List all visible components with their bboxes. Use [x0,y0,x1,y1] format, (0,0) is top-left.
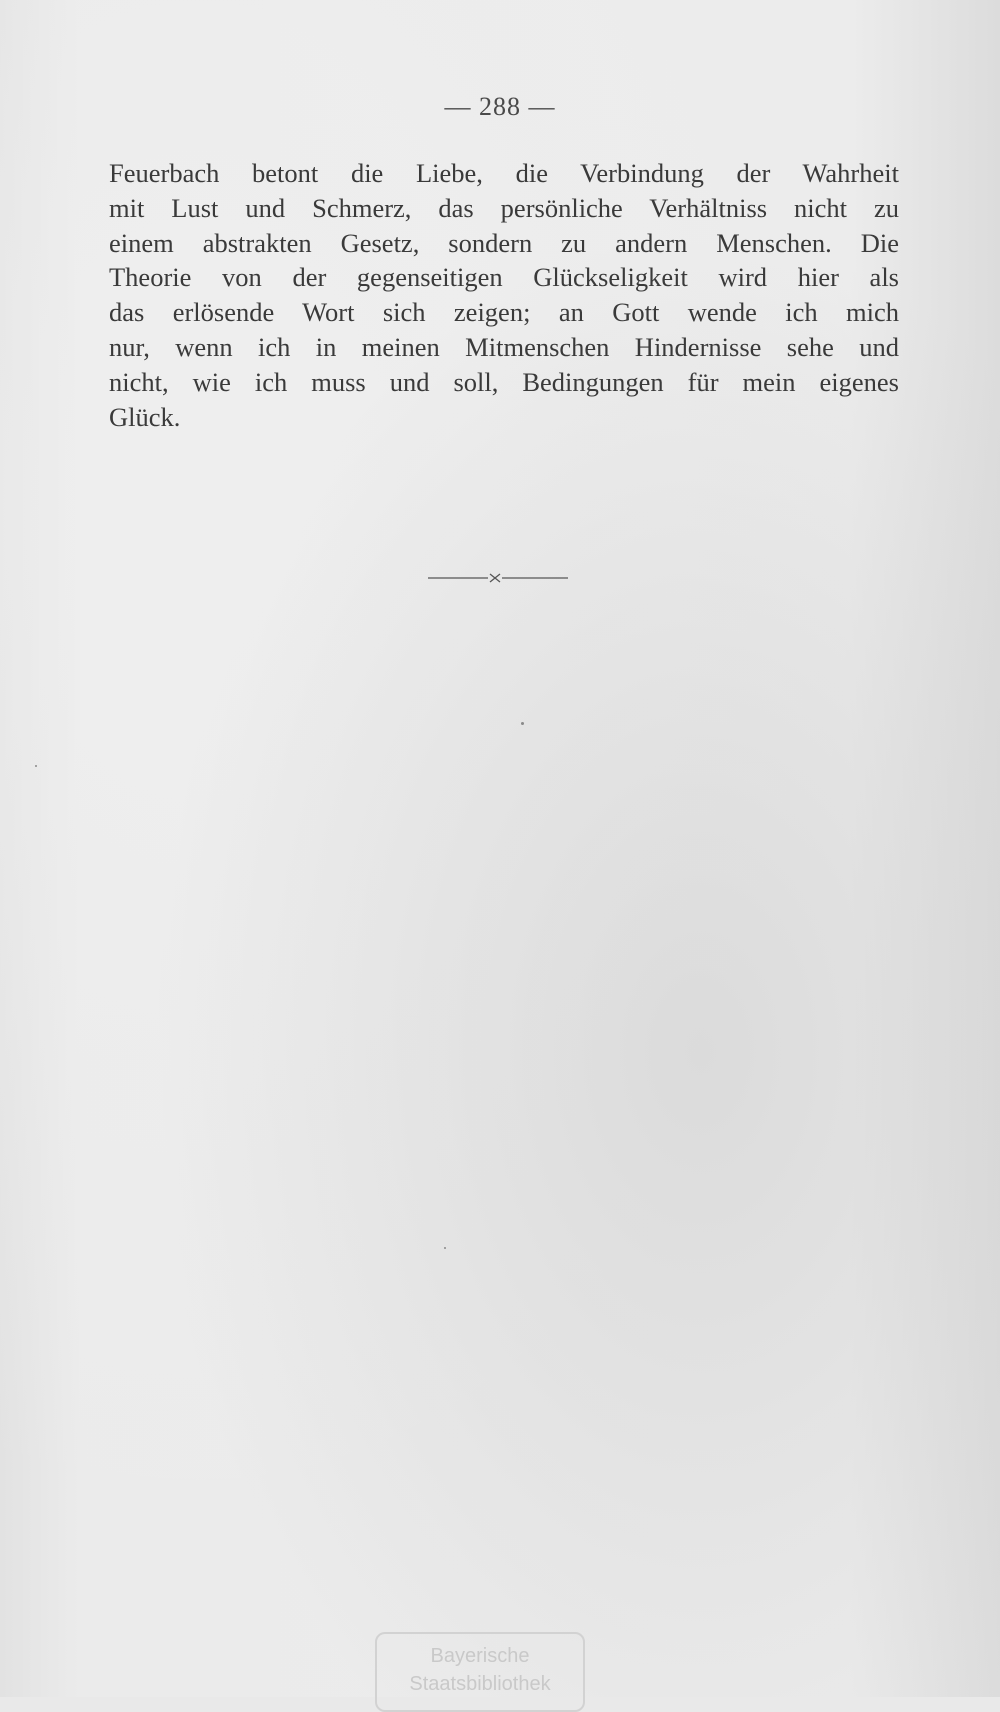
text-line: Feuerbach betont die Liebe, die Verbindung der Wahrheit [109,158,899,188]
paper-speck [444,1247,446,1249]
stamp-line: Bayerische [430,1645,530,1667]
text-line: Glück. [109,401,181,432]
library-stamp [375,1632,585,1712]
text-line: mit Lust und Schmerz, das persönliche Verhältniss nicht zu [109,192,899,223]
text-line: nur, wenn ich in meinen Mitmenschen Hindernisse sehe und [109,331,899,362]
stamp-line: Staatsbibliothek [409,1673,551,1695]
text-line: Theorie von der gegenseitigen Glückseligkeit wird hier als [109,262,899,293]
text-line: einem abstrakten Gesetz, sondern zu andern Menschen. Die [109,227,899,258]
body-paragraph [109,156,899,434]
text-line: das erlösende Wort sich zeigen; an Gott wende ich mich [109,297,899,328]
paper-speck [521,722,524,725]
paper-speck [35,765,37,767]
section-end-ornament-icon [428,568,568,588]
text-line: nicht, wie ich muss und soll, Bedingungen für mein eigenes [109,366,899,397]
page-number: — 288 — [444,92,556,121]
